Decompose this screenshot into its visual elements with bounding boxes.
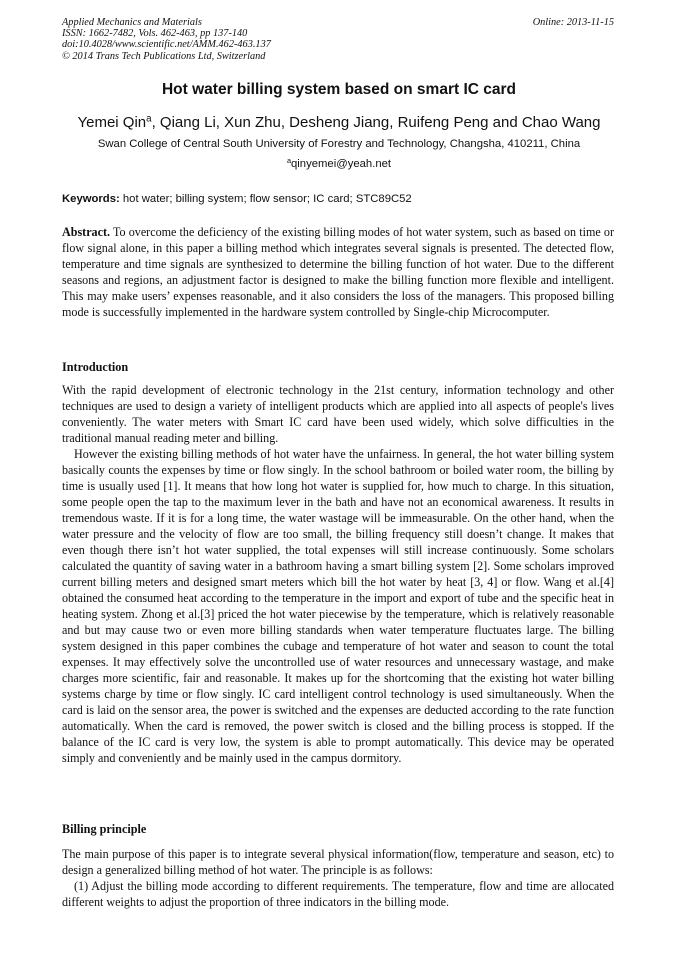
affiliation: Swan College of Central South University of Forestry and Technology, Changsha, 410211, China — [97, 138, 581, 150]
author-list — [0, 114, 678, 131]
paper-title: Hot water billing system based on smart IC card — [161, 81, 516, 98]
billing-principle-body — [62, 846, 614, 910]
first-author: Yemei Qin — [77, 114, 147, 131]
introduction-paragraph: However the existing billing methods of hot water have the unfairness. In general, the hot water billing system basically counts the expenses by time or flow singly. In the school bathroom or boiled water room, the billing by time is usually used [1]. It means that how long hot water is supplied for, how much to charge. In this situation, some people open the tap to the maximum lever in the bath and have not an economical awareness. It results in tremendous waste. If it is for a long time, the water wastage will be immeasurable. On the other hand, when the water pressure and the velocity of flow are too small, the billing frequency still doesn’t change. It makes that even though there isn’t hot water supplied, the total expenses will still increase continuously. Some scholars calculated the quantity of saving water in a bathroom having a smart billing system [2]. Some scholars improved current billing meters and designed smart meters which bill the hot water by heat [3, 4] or flow. Wang et al.[4] obtained the consumed heat according to the temperature in the import and export of tube and the specific heat in heating system. Zhong et al.[3] priced the hot water piecewise by the temperature, which is relatively reasonable and but may cause two or even more billing standards when water temperature fluctuates large. The billing system designed in this paper combines the cubage and temperature of hot water and season to count the total expenses. It may effectively solve the uncontrolled use of water resources and unnecessary wastage, and make charges more scientific, fair and reasonable. It makes up for the shortcoming that the existing hot water billing systems charge by time or flow singly. IC card intelligent control technology is used simultaneously. When the card is laid on the sensor area, the power is switched and the expenses are deducted according to the rate function automatically. When the card is removed, the power switch is closed and the billing process is stopped. If the balance of the IC card is very low, the system is able to prompt automatically. This device may be operated simply and conveniently and be mainly used in the campus dormitory. — [62, 447, 614, 765]
other-authors: , Qiang Li, Xun Zhu, Desheng Jiang, Ruifeng Peng and Chao Wang — [151, 114, 601, 131]
issn-line: ISSN: 1662-7482, Vols. 462-463, pp 137-140 — [62, 28, 248, 40]
author-affiliation-mark: a — [146, 113, 152, 125]
billing-paragraph: The main purpose of this paper is to integrate several physical information(flow, temperature and season, etc) to design a generalized billing method of hot water. The principle is as follows: — [62, 847, 614, 877]
email-affiliation-mark: a — [286, 155, 292, 165]
keywords — [62, 193, 614, 205]
billing-paragraph: (1) Adjust the billing mode according to different requirements. The temperature, flow and time are allocated different weights to adjust the proportion of three indicators in the billing mode. — [62, 879, 614, 909]
introduction-heading: Introduction — [62, 360, 129, 374]
introduction-paragraph: With the rapid development of electronic technology in the 21st century, information technology and other techniques are used to design a variety of intelligent products which are applied into all aspects of people's lives conveniently. The water meters with Smart IC card have been used widely, which solve difficulties in the traditional manual reading meter and billing. — [62, 383, 614, 445]
journal-name: Applied Mechanics and Materials — [62, 17, 202, 28]
introduction-body — [62, 382, 614, 766]
email-address: qinyemei@yeah.net — [291, 158, 392, 170]
keywords-text: hot water; billing system; flow sensor; IC card; STC89C52 — [119, 193, 412, 205]
doi-line: doi:10.4028/www.scientific.net/AMM.462-463.137 — [62, 39, 271, 51]
abstract — [62, 224, 614, 320]
copyright-line: © 2014 Trans Tech Publications Ltd, Switzerland — [62, 50, 266, 62]
abstract-text: To overcome the deficiency of the existing billing modes of hot water system, such as based on time or flow signal alone, in this paper a billing method which integrates several signals is presented. The detected flow, temperature and time signals are synthesized to determine the billing function of hot water. Due to the different seasons and regions, an adjustment factor is designed to make the billing function more flexible and intelligent. This may make users’ expenses reasonable, and it also considers the loss of the managers. This proposed billing mode is successfully implemented in the hardware system controlled by Single-chip Microcomputer. — [62, 225, 614, 319]
keywords-label: Keywords: — [62, 193, 120, 205]
journal-header — [62, 17, 614, 62]
billing-principle-heading: Billing principle — [62, 822, 147, 836]
abstract-label: Abstract. — [62, 225, 111, 239]
online-date: Online: 2013-11-15 — [532, 17, 614, 28]
author-email — [0, 155, 678, 170]
